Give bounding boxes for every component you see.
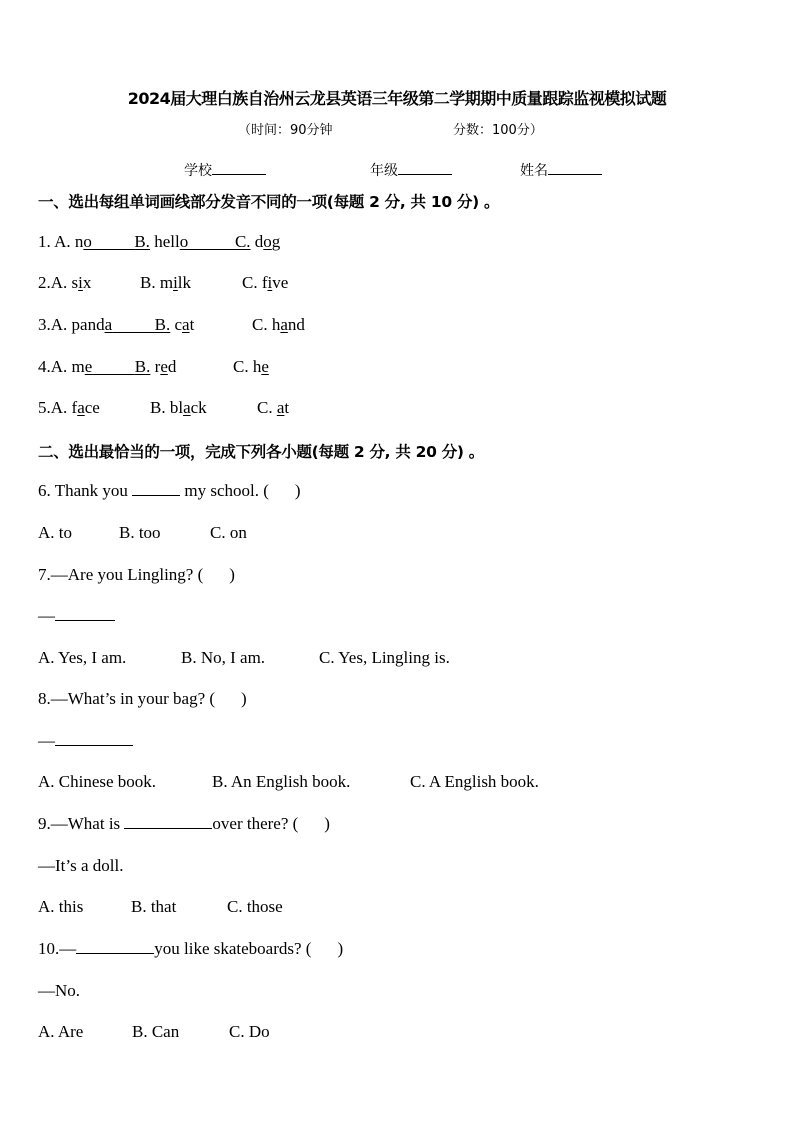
question-5	[38, 398, 100, 418]
q10-stem-pre: 10.—	[38, 939, 77, 958]
q8-option-c: C. A English book.	[410, 772, 539, 791]
q6-option-b: B. too	[119, 523, 161, 542]
q9-option-c: C. those	[227, 897, 283, 916]
q2-a-underlined: i	[78, 273, 83, 292]
q1-option-c: d	[250, 232, 264, 251]
q1-b-underlined: o	[179, 232, 189, 251]
q5-number: 5.	[38, 398, 51, 417]
grade-field	[370, 160, 452, 180]
q3-option-a: A. pand	[50, 315, 105, 334]
q10-paren-close: )	[337, 939, 344, 958]
q9-stem-post: over there? (	[212, 814, 299, 833]
q7-paren-close: )	[229, 565, 235, 584]
q4-c-underlined: e	[261, 357, 269, 376]
q10-option-c: C. Do	[229, 1022, 270, 1041]
q5-c-underlined: a	[276, 398, 285, 417]
q7-option-c: C. Yes, Lingling is.	[319, 648, 450, 667]
q2-option-b	[140, 273, 191, 293]
q4-b-label: B.	[134, 357, 151, 376]
q2-c-underlined: i	[267, 273, 273, 292]
q10-blank	[76, 939, 154, 954]
q7-stem: 7.—Are you Lingling? (	[38, 565, 204, 584]
q5-b-pre: B. bl	[150, 398, 184, 417]
q2-option-c	[242, 273, 288, 293]
q2-b-pre: B. m	[140, 273, 174, 292]
question-10	[38, 939, 343, 959]
q3-c-rest: nd	[287, 315, 305, 334]
q3-number: 3.	[38, 315, 51, 334]
q8-stem: 8.—What’s in your bag? (	[38, 689, 216, 708]
q6-option-a: A. to	[38, 523, 72, 542]
q2-option-a: A. s	[50, 273, 79, 292]
q6-stem-post: my school. (	[180, 481, 269, 500]
q3-c-pre: C. h	[252, 315, 281, 334]
section1-heading: 一、选出每组单词画线部分发音不同的一项(每题 2 分, 共 10 分) 。	[38, 193, 500, 211]
q7-option-a: A. Yes, I am.	[38, 648, 127, 667]
q6-stem-pre: 6. Thank you	[38, 481, 133, 500]
q4-number: 4.	[38, 357, 51, 376]
q9-stem-pre: 9.—What is	[38, 814, 125, 833]
q8-blank	[55, 731, 133, 746]
q7-option-b: B. No, I am.	[181, 648, 266, 667]
exam-title: 2024届大理白族自治州云龙县英语三年级第二学期期中质量跟踪监视模拟试题	[127, 89, 667, 108]
q9-paren-close: )	[324, 814, 330, 833]
q3-c-underlined: a	[280, 315, 288, 334]
q4-a-underlined: e	[84, 357, 93, 376]
name-blank	[548, 160, 602, 175]
q3-b-label: B.	[154, 315, 171, 334]
q5-a-underlined: a	[77, 398, 85, 417]
question-1	[38, 232, 280, 252]
q1-number: 1.	[38, 232, 55, 251]
q4-b-underlined: e	[160, 357, 168, 376]
q3-option-b: c	[170, 315, 183, 334]
school-field	[184, 160, 266, 180]
q6-paren-close: )	[294, 481, 301, 500]
q3-b-rest: t	[189, 315, 195, 334]
question-9	[38, 814, 330, 834]
grade-label: 年级	[370, 163, 398, 179]
q2-b-underlined: i	[173, 273, 178, 292]
q7-answer-line	[38, 606, 115, 626]
q1-a-underlined: o	[83, 232, 92, 251]
q1-option-b: hell	[149, 232, 180, 251]
q6-blank	[132, 481, 180, 496]
q5-b-underlined: a	[183, 398, 191, 417]
q8-option-b: B. An English book.	[212, 772, 351, 791]
name-label: 姓名	[520, 163, 548, 179]
school-blank	[212, 160, 266, 175]
q10-option-b: B. Can	[132, 1022, 180, 1041]
q3-b-underlined: a	[182, 315, 190, 334]
q5-option-b	[150, 398, 207, 418]
q1-b-label: B.	[134, 232, 150, 251]
q10-option-a: A. Are	[38, 1022, 84, 1041]
q5-b-rest: ck	[190, 398, 207, 417]
q8-dash: —	[38, 731, 55, 750]
q10-stem-post: you like skateboards? (	[154, 939, 312, 958]
q4-option-c	[233, 357, 269, 377]
q4-c-pre: C. h	[233, 357, 262, 376]
q5-option-a: A. f	[50, 398, 78, 417]
school-label: 学校	[184, 163, 212, 179]
q2-c-rest: ve	[272, 273, 289, 292]
q5-a-rest: ce	[84, 398, 100, 417]
exam-time: （时间：90分钟	[238, 123, 333, 138]
q1-c-label: C.	[234, 232, 251, 251]
section2-heading: 二、选出最恰当的一项，完成下列各小题(每题 2 分, 共 20 分) 。	[38, 443, 484, 461]
q3-option-c	[252, 315, 305, 335]
q5-c-pre: C.	[257, 398, 277, 417]
q8-option-a: A. Chinese book.	[38, 772, 157, 791]
q6-option-c: C. on	[210, 523, 247, 542]
q5-option-c	[257, 398, 289, 418]
q2-number: 2.	[38, 273, 51, 292]
q4-option-a: A. m	[50, 357, 85, 376]
q7-dash: —	[38, 606, 55, 625]
q10-answer: —No.	[38, 981, 81, 1000]
q8-answer-line	[38, 731, 133, 751]
q8-paren-close: )	[241, 689, 247, 708]
q1-c-rest: g	[271, 232, 281, 251]
q5-c-rest: t	[284, 398, 290, 417]
q3-a-underlined: a	[104, 315, 113, 334]
q4-b-rest: d	[167, 357, 177, 376]
question-8	[38, 689, 247, 709]
name-field	[520, 160, 602, 180]
q1-c-underlined: o	[263, 232, 272, 251]
grade-blank	[398, 160, 452, 175]
q9-blank	[124, 814, 212, 829]
q2-c-pre: C. f	[242, 273, 268, 292]
q9-answer: —It’s a doll.	[38, 856, 124, 875]
q2-a-rest: x	[82, 273, 92, 292]
question-7	[38, 565, 235, 585]
question-3	[38, 315, 194, 335]
q2-b-rest: lk	[177, 273, 192, 292]
exam-score: 分数：100分）	[453, 123, 543, 138]
question-6	[38, 481, 301, 501]
q7-blank	[55, 606, 115, 621]
question-2	[38, 273, 91, 293]
q4-option-b: r	[150, 357, 161, 376]
q9-option-a: A. this	[38, 897, 84, 916]
q1-option-a: A. n	[54, 232, 84, 251]
q9-option-b: B. that	[131, 897, 177, 916]
question-4	[38, 357, 176, 377]
